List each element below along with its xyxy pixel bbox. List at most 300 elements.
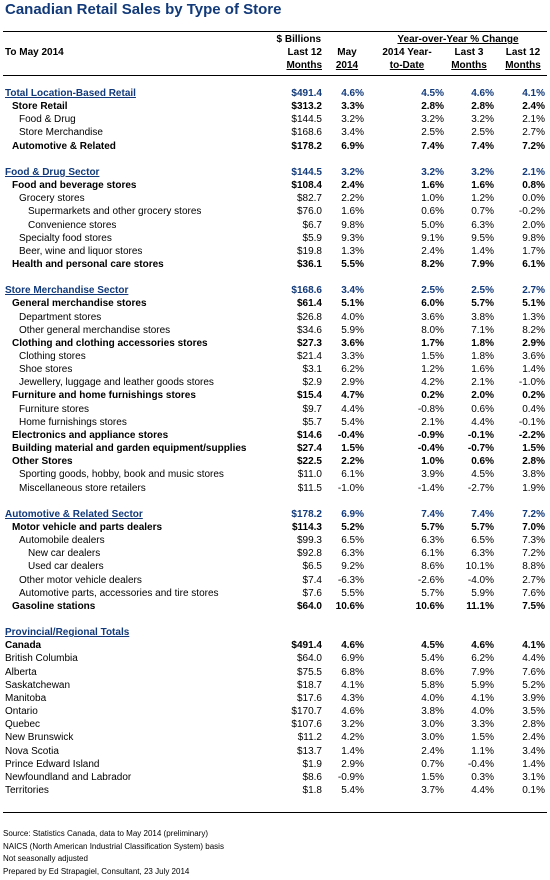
footer-note: Source: Statistics Canada, data to May 2014 (preliminary) (3, 829, 208, 838)
row-value: 3.4% (522, 745, 545, 757)
row-value: 0.2% (522, 390, 545, 402)
table-bottom-rule (3, 812, 547, 813)
row-value: 1.8% (471, 351, 494, 362)
row-value: 0.6% (471, 403, 494, 415)
row-value: 10.1% (465, 561, 494, 573)
header-yoy-text: Year-over-Year % Change (397, 34, 519, 45)
row-value: 3.5% (522, 706, 545, 718)
row-value: 2.7% (522, 285, 545, 297)
row-value: 0.8% (522, 180, 545, 192)
row-label: Store Merchandise Sector (5, 285, 129, 297)
table-row (0, 337, 550, 350)
row-value: 1.2% (471, 193, 494, 205)
row-label: Grocery stores (19, 193, 85, 205)
table-row (0, 468, 550, 481)
row-value: 1.6% (471, 180, 494, 192)
row-value: 7.6% (522, 587, 545, 599)
table-row (0, 482, 550, 495)
col-may-line2: 2014 (335, 60, 359, 71)
row-value: 1.1% (471, 745, 494, 757)
row-value: $76.0 (296, 206, 322, 218)
row-value: 2.0% (471, 390, 494, 402)
row-value: $19.8 (296, 245, 322, 257)
row-value: 3.2% (341, 114, 364, 126)
row-label: Food & Drug Sector (5, 166, 100, 178)
row-value: 7.4% (471, 508, 494, 520)
row-value: $18.7 (296, 679, 322, 691)
row-value: 4.1% (522, 640, 545, 652)
row-label: Other Stores (12, 456, 73, 468)
row-value: 4.4% (471, 416, 494, 428)
row-label: Provincial/Regional Totals (5, 627, 130, 639)
row-value: -0.4% (337, 429, 364, 441)
row-value: 5.1% (341, 298, 364, 310)
row-value: 8.8% (522, 561, 545, 573)
row-value: 7.9% (471, 258, 494, 270)
row-value: 2.2% (341, 193, 364, 205)
row-value: 3.4% (341, 285, 364, 297)
row-label: Sporting goods, hobby, book and music stores (19, 469, 224, 481)
row-value: 7.1% (471, 324, 494, 336)
row-value: 5.9% (471, 679, 494, 691)
row-value: 5.0% (421, 219, 444, 231)
row-value: 2.4% (421, 745, 444, 757)
row-label: Food & Drug (19, 114, 76, 126)
row-value: 0.0% (522, 193, 545, 205)
table-row (0, 692, 550, 705)
row-value: $6.5 (302, 561, 322, 573)
table-row (0, 639, 550, 652)
row-value: 7.6% (522, 666, 545, 678)
row-value: -0.9% (417, 429, 444, 441)
row-value: 3.3% (341, 351, 364, 362)
row-value: $144.5 (291, 114, 322, 126)
row-value: 7.4% (421, 140, 444, 152)
row-value: 1.7% (522, 245, 545, 257)
col-last12-line1: Last 12 (287, 47, 322, 58)
row-label: Clothing and clothing accessories stores (12, 337, 208, 349)
col-ytd-line2: to-Date (389, 60, 425, 71)
row-value: 4.0% (471, 706, 494, 718)
row-value: 1.7% (421, 337, 444, 349)
row-value: 7.2% (522, 508, 545, 520)
row-value: 2.1% (522, 114, 545, 126)
row-value: $34.6 (296, 324, 322, 336)
row-label: Beer, wine and liquor stores (19, 245, 143, 257)
row-value: 3.4% (341, 127, 364, 139)
table-row (0, 179, 550, 192)
col-may-line1: May (337, 47, 357, 58)
row-value: 2.8% (522, 456, 545, 468)
row-value: $1.8 (302, 784, 322, 796)
row-value: 4.3% (341, 692, 364, 704)
row-label: Jewellery, luggage and leather goods stores (19, 377, 214, 389)
row-label: New Brunswick (5, 732, 74, 744)
row-value: $491.4 (291, 640, 322, 652)
row-value: $178.2 (291, 508, 322, 520)
table-row (0, 219, 550, 232)
row-label: Quebec (5, 719, 41, 731)
row-value: -0.9% (337, 771, 364, 783)
row-label: Miscellaneous store retailers (19, 482, 146, 494)
row-label: Manitoba (5, 692, 47, 704)
row-value: 1.4% (522, 364, 545, 376)
row-value: 3.2% (471, 114, 494, 126)
row-value: 2.1% (522, 166, 545, 178)
row-value: 1.6% (341, 206, 364, 218)
row-value: 3.6% (341, 337, 364, 349)
row-value: 4.6% (471, 640, 494, 652)
row-value: $99.3 (296, 535, 322, 547)
row-label: Supermarkets and other grocery stores (28, 206, 202, 218)
row-label: Automobile dealers (19, 535, 105, 547)
row-value: 1.8% (471, 337, 494, 349)
row-value: -0.1% (518, 416, 545, 428)
table-row (0, 666, 550, 679)
row-label: Furniture and home furnishings stores (12, 390, 196, 402)
table-row (0, 311, 550, 324)
row-value: 4.5% (471, 469, 494, 481)
row-value: 6.9% (341, 140, 364, 152)
table-row (0, 126, 550, 139)
row-value: 3.8% (421, 706, 444, 718)
col-last12-header (268, 46, 322, 72)
row-label: Convenience stores (28, 219, 117, 231)
row-value: 5.4% (341, 784, 364, 796)
row-value: 10.6% (335, 600, 364, 612)
table-row (0, 403, 550, 416)
col-ytd-header (372, 46, 442, 72)
row-value: 3.9% (421, 469, 444, 481)
row-label: Other general merchandise stores (19, 324, 171, 336)
row-value: 3.2% (341, 719, 364, 731)
row-value: 5.4% (421, 653, 444, 665)
row-value: 4.1% (341, 679, 364, 691)
table-row (0, 192, 550, 205)
row-value: 6.3% (471, 548, 494, 560)
col-yoy12-line1: Last 12 (505, 47, 541, 58)
row-value: -0.1% (467, 429, 494, 441)
row-value: 2.5% (471, 127, 494, 139)
row-label: Automotive & Related (12, 140, 116, 152)
row-value: $2.9 (302, 377, 322, 389)
table-row (0, 324, 550, 337)
row-label: Territories (5, 784, 49, 796)
row-label: British Columbia (5, 653, 78, 665)
row-value: 1.9% (522, 482, 545, 494)
row-value: $108.4 (291, 180, 322, 192)
row-value: 6.3% (341, 548, 364, 560)
row-value: 4.6% (341, 640, 364, 652)
row-value: $168.6 (291, 285, 322, 297)
table-row (0, 140, 550, 153)
row-label: Home furnishings stores (19, 416, 127, 428)
row-label: Canada (5, 640, 42, 652)
row-value: 3.3% (341, 101, 364, 113)
row-value: 9.3% (341, 232, 364, 244)
row-value: 9.2% (341, 561, 364, 573)
row-value: 6.9% (341, 508, 364, 520)
table-row (0, 442, 550, 455)
row-value: 2.0% (522, 219, 545, 231)
row-value: $491.4 (291, 88, 322, 99)
row-value: 3.1% (522, 771, 545, 783)
row-value: 1.4% (522, 758, 545, 770)
row-value: 2.4% (341, 180, 364, 192)
table-row (0, 113, 550, 126)
row-value: 0.6% (471, 456, 494, 468)
row-value: -1.4% (417, 482, 444, 494)
table-row (0, 587, 550, 600)
row-label: Store Retail (12, 101, 68, 113)
table-row (0, 245, 550, 258)
row-value: 2.7% (522, 127, 545, 139)
row-label: Store Merchandise (19, 127, 103, 139)
row-value: 0.1% (522, 784, 545, 796)
row-value: 2.4% (522, 101, 545, 113)
table-row (0, 652, 550, 665)
row-value: 6.1% (522, 258, 545, 270)
row-value: 6.1% (341, 469, 364, 481)
row-value: 4.0% (421, 692, 444, 704)
col-last3-header (446, 46, 492, 72)
table-row (0, 521, 550, 534)
row-value: -1.0% (518, 377, 545, 389)
row-value: 6.2% (341, 364, 364, 376)
row-value: $313.2 (291, 101, 322, 113)
row-value: 6.5% (471, 535, 494, 547)
table-row (0, 100, 550, 113)
row-value: 0.4% (522, 403, 545, 415)
row-value: 4.6% (341, 88, 364, 99)
row-label: Furniture stores (19, 403, 90, 415)
row-value: $82.7 (296, 193, 322, 205)
row-label: Gasoline stations (12, 600, 96, 612)
row-value: 5.7% (421, 521, 444, 533)
table-row (0, 376, 550, 389)
footer-note: Not seasonally adjusted (3, 854, 88, 863)
row-value: $21.4 (296, 351, 322, 362)
row-label: Used car dealers (28, 561, 104, 573)
row-value: 2.5% (421, 285, 444, 297)
row-value: 10.6% (415, 600, 444, 612)
table-row (0, 416, 550, 429)
row-value: 7.5% (522, 600, 545, 612)
row-value: $3.1 (302, 364, 322, 376)
section-row (0, 87, 550, 100)
row-label: Newfoundland and Labrador (5, 771, 132, 783)
row-value: 0.6% (421, 206, 444, 218)
row-value: $17.6 (296, 692, 322, 704)
row-value: 2.8% (471, 101, 494, 113)
row-value: -2.7% (467, 482, 494, 494)
row-value: $64.0 (296, 600, 322, 612)
row-value: 5.9% (471, 587, 494, 599)
row-value: 1.0% (421, 456, 444, 468)
row-value: 2.8% (421, 101, 444, 113)
row-value: $170.7 (291, 706, 322, 718)
table-row (0, 745, 550, 758)
row-value: 2.9% (522, 337, 545, 349)
row-value: 3.2% (471, 166, 494, 178)
row-value: $168.6 (291, 127, 322, 139)
row-value: 8.2% (421, 258, 444, 270)
row-value: 9.1% (421, 232, 444, 244)
row-value: 9.8% (341, 219, 364, 231)
row-value: 0.3% (471, 771, 494, 783)
row-value: $9.7 (302, 403, 322, 415)
row-value: -0.7% (467, 443, 494, 455)
row-value: 4.5% (421, 640, 444, 652)
row-value: 5.7% (471, 298, 494, 310)
row-label: Health and personal care stores (12, 258, 164, 270)
row-value: $75.5 (296, 666, 322, 678)
row-value: 7.4% (471, 140, 494, 152)
section-row (0, 284, 550, 297)
row-value: $114.3 (291, 521, 322, 533)
row-label: Department stores (19, 311, 102, 323)
row-value: $64.0 (296, 653, 322, 665)
row-value: 8.6% (421, 666, 444, 678)
row-value: 7.2% (522, 140, 545, 152)
table-row (0, 205, 550, 218)
footer-note: Prepared by Ed Strapagiel, Consultant, 23 July 2014 (3, 866, 190, 876)
table-row (0, 560, 550, 573)
row-value: 5.2% (341, 521, 364, 533)
table-row (0, 547, 550, 560)
col-may-header (330, 46, 364, 72)
row-value: $6.7 (302, 219, 322, 231)
row-value: 3.6% (522, 351, 545, 362)
row-value: $5.7 (302, 416, 322, 428)
header-billions: $ Billions (276, 34, 321, 45)
row-value: $178.2 (291, 140, 322, 152)
row-value: 7.9% (471, 666, 494, 678)
row-value: 6.3% (471, 219, 494, 231)
row-value: 5.8% (421, 679, 444, 691)
section-row (0, 626, 550, 639)
row-value: 7.2% (522, 548, 545, 560)
row-value: 5.2% (522, 679, 545, 691)
row-value: 2.1% (471, 377, 494, 389)
row-value: $5.9 (302, 232, 322, 244)
row-value: $7.6 (302, 587, 322, 599)
row-value: 4.2% (341, 732, 364, 744)
table-row (0, 758, 550, 771)
header-rule-top (3, 31, 547, 32)
row-value: 3.8% (522, 469, 545, 481)
row-value: 4.5% (421, 88, 444, 99)
row-value: 4.2% (421, 377, 444, 389)
row-value: 5.7% (471, 521, 494, 533)
row-value: 1.3% (341, 245, 364, 257)
row-value: -0.2% (518, 206, 545, 218)
table-row (0, 574, 550, 587)
row-value: 1.4% (341, 745, 364, 757)
row-value: 6.8% (341, 666, 364, 678)
row-value: -6.3% (337, 574, 364, 586)
row-value: 7.3% (522, 535, 545, 547)
row-value: 9.8% (522, 232, 545, 244)
table-row (0, 784, 550, 797)
row-value: 1.5% (341, 443, 364, 455)
col-yoy12-header (498, 46, 548, 72)
row-value: 6.2% (471, 653, 494, 665)
row-value: $13.7 (296, 745, 322, 757)
row-value: 4.1% (471, 692, 494, 704)
row-value: 11.1% (466, 600, 494, 612)
row-value: 6.5% (341, 535, 364, 547)
row-label: Clothing stores (19, 351, 86, 362)
table-row (0, 389, 550, 402)
row-value: $11.5 (297, 482, 322, 494)
row-label: Saskatchewan (5, 679, 71, 691)
table-row (0, 363, 550, 376)
row-label: Automotive parts, accessories and tire stores (19, 587, 219, 599)
row-value: $8.6 (302, 771, 322, 783)
row-value: -0.4% (417, 443, 444, 455)
row-value: 5.5% (341, 258, 364, 270)
row-value: 2.7% (522, 574, 545, 586)
row-value: 1.5% (471, 732, 494, 744)
table-row (0, 258, 550, 271)
row-value: 3.2% (341, 166, 364, 178)
header-period: To May 2014 (5, 47, 64, 58)
row-value: 3.2% (421, 114, 444, 126)
row-label: Nova Scotia (5, 745, 59, 757)
row-value: -1.0% (337, 482, 364, 494)
row-value: 4.6% (471, 88, 494, 99)
row-value: 5.5% (341, 587, 364, 599)
row-value: 2.9% (341, 758, 364, 770)
row-value: $15.4 (296, 390, 322, 402)
table-row (0, 232, 550, 245)
row-value: $14.6 (296, 429, 322, 441)
footer-note: NAICS (North American Industrial Classification System) basis (3, 841, 224, 851)
row-value: 2.4% (522, 732, 545, 744)
table-row (0, 297, 550, 310)
row-value: -2.6% (417, 574, 444, 586)
row-value: 6.3% (421, 535, 444, 547)
row-value: 1.5% (421, 771, 444, 783)
row-value: 3.6% (421, 311, 444, 323)
row-label: Food and beverage stores (12, 180, 137, 192)
row-value: 0.2% (421, 390, 444, 402)
table-row (0, 455, 550, 468)
row-value: 1.4% (471, 245, 494, 257)
row-label: Prince Edward Island (5, 758, 100, 770)
row-value: $26.8 (296, 311, 322, 323)
row-value: 8.6% (421, 561, 444, 573)
table-row (0, 731, 550, 744)
row-value: $27.3 (296, 337, 322, 349)
row-value: 0.7% (471, 206, 494, 218)
row-value: 3.0% (421, 719, 444, 731)
header-rule-bottom (3, 75, 547, 76)
row-value: $92.8 (296, 548, 322, 560)
row-value: 6.9% (341, 653, 364, 665)
row-value: $1.9 (302, 758, 322, 770)
row-value: 2.4% (421, 245, 444, 257)
row-label: New car dealers (28, 548, 101, 560)
row-value: 1.5% (522, 443, 545, 455)
row-value: 3.7% (421, 784, 444, 796)
row-value: 0.7% (421, 758, 444, 770)
row-value: 8.0% (421, 324, 444, 336)
row-value: 2.5% (421, 127, 444, 139)
row-value: 1.5% (421, 351, 444, 362)
row-value: 4.0% (341, 311, 364, 323)
